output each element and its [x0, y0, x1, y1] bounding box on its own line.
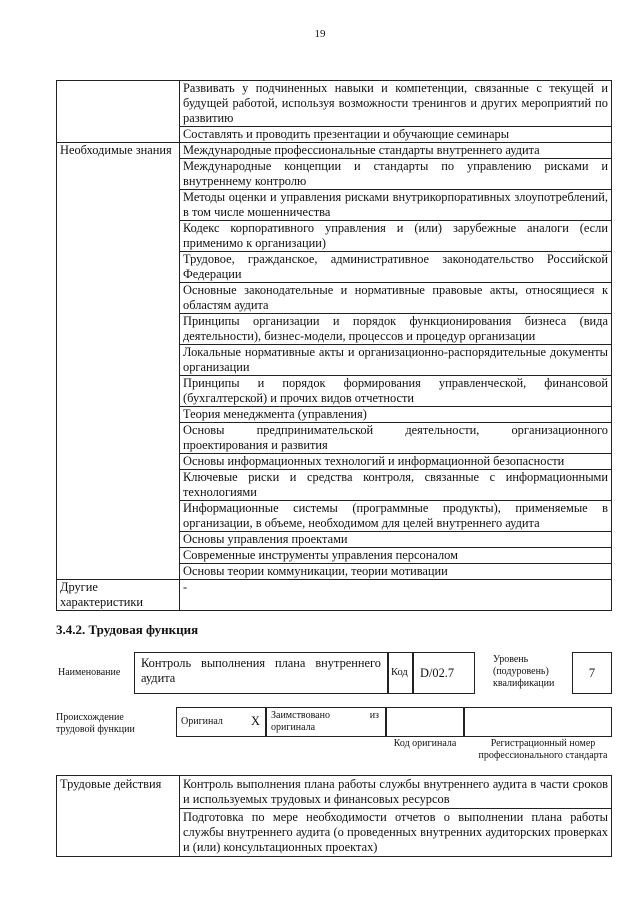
labor-actions-table [56, 775, 612, 857]
other-characteristics-value: - [180, 580, 612, 611]
page-number: 19 [314, 28, 326, 40]
knowledge-item: Ключевые риски и средства контроля, связанные с информационными технологиями [180, 470, 612, 501]
original-mark: X [251, 714, 260, 728]
knowledge-item: Кодекс корпоративного управления и (или) зарубежные аналоги (если применимо к организации) [180, 221, 612, 252]
borrowed-label: Заимствовано из оригинала [271, 710, 379, 733]
borrowed-box [266, 707, 386, 737]
name-box [134, 652, 388, 694]
code-original-caption: Код оригинала [393, 738, 457, 749]
knowledge-item: Принципы и порядок формирования управленческой, финансовой (бухгалтерской) и прочих видов отчетности [180, 376, 612, 407]
knowledge-item: Международные концепции и стандарты по управлению рисками и внутреннему контролю [180, 159, 612, 190]
knowledge-item: Принципы организации и порядок функционирования бизнеса (вида деятельности), бизнес-модели, процессов и процедур организации [180, 314, 612, 345]
level-box [572, 652, 612, 694]
other-characteristics-label: Другие характеристики [57, 580, 180, 611]
reg-number-caption: Регистрационный номер профессионального стандарта [478, 738, 608, 761]
table-row [57, 81, 612, 127]
knowledge-item: Трудовое, гражданское, административное законодательство Российской Федерации [180, 252, 612, 283]
name-value: Контроль выполнения плана внутреннего аудита [141, 656, 381, 685]
original-label: Оригинал [181, 716, 223, 727]
knowledge-item: Информационные системы (программные продукты), применяемые в организации, в объеме, необходимом для целей внутреннего аудита [180, 501, 612, 532]
skill-item: Составлять и проводить презентации и обучающие семинары [180, 127, 612, 143]
reg-number-box [464, 707, 612, 737]
origin-label: Происхождение трудовой функции [56, 712, 135, 735]
section-title: 3.4.2. Трудовая функция [56, 622, 199, 637]
knowledge-item: Современные инструменты управления персоналом [180, 548, 612, 564]
table-row [57, 143, 612, 159]
knowledge-item: Локальные нормативные акты и организационно-распорядительные документы организации [180, 345, 612, 376]
skills-label-cell [57, 81, 180, 143]
requirements-table [56, 80, 612, 611]
code-label-box [388, 652, 413, 694]
knowledge-item: Основы информационных технологий и информационной безопасности [180, 454, 612, 470]
name-label: Наименование [58, 667, 121, 678]
table-row [57, 580, 612, 611]
code-original-box [386, 707, 464, 737]
knowledge-label: Необходимые знания [57, 143, 180, 580]
table-row [57, 776, 612, 809]
code-label: Код [391, 667, 408, 678]
labor-action-item: Подготовка по мере необходимости отчетов о выполнении плана работы службы внутреннего аудита (о проведенных внутренних аудиторских проверках и (или) консультационных проектах) [180, 809, 612, 857]
knowledge-item: Основы теории коммуникации, теории мотивации [180, 564, 612, 580]
labor-action-item: Контроль выполнения плана работы службы внутреннего аудита в части сроков и используемых трудовых и финансовых ресурсов [180, 776, 612, 809]
level-label: Уровень (подуровень) квалификации [493, 654, 555, 689]
knowledge-item: Основы предпринимательской деятельности, организационного проектирования и развития [180, 423, 612, 454]
knowledge-item: Основы управления проектами [180, 532, 612, 548]
knowledge-item: Международные профессиональные стандарты внутреннего аудита [180, 143, 612, 159]
knowledge-item: Методы оценки и управления рисками внутрикорпоративных злоупотреблений, в том числе мошенничества [180, 190, 612, 221]
original-box [176, 707, 266, 737]
knowledge-item: Теория менеджмента (управления) [180, 407, 612, 423]
code-value: D/02.7 [420, 666, 455, 680]
knowledge-item: Основные законодательные и нормативные правовые акты, относящиеся к областям аудита [180, 283, 612, 314]
code-box [413, 652, 475, 694]
skill-item: Развивать у подчиненных навыки и компетенции, связанные с текущей и будущей работой, используя возможности тренингов и других мероприятий по развитию [180, 81, 612, 127]
level-value: 7 [588, 666, 596, 680]
labor-actions-label: Трудовые действия [57, 776, 180, 857]
